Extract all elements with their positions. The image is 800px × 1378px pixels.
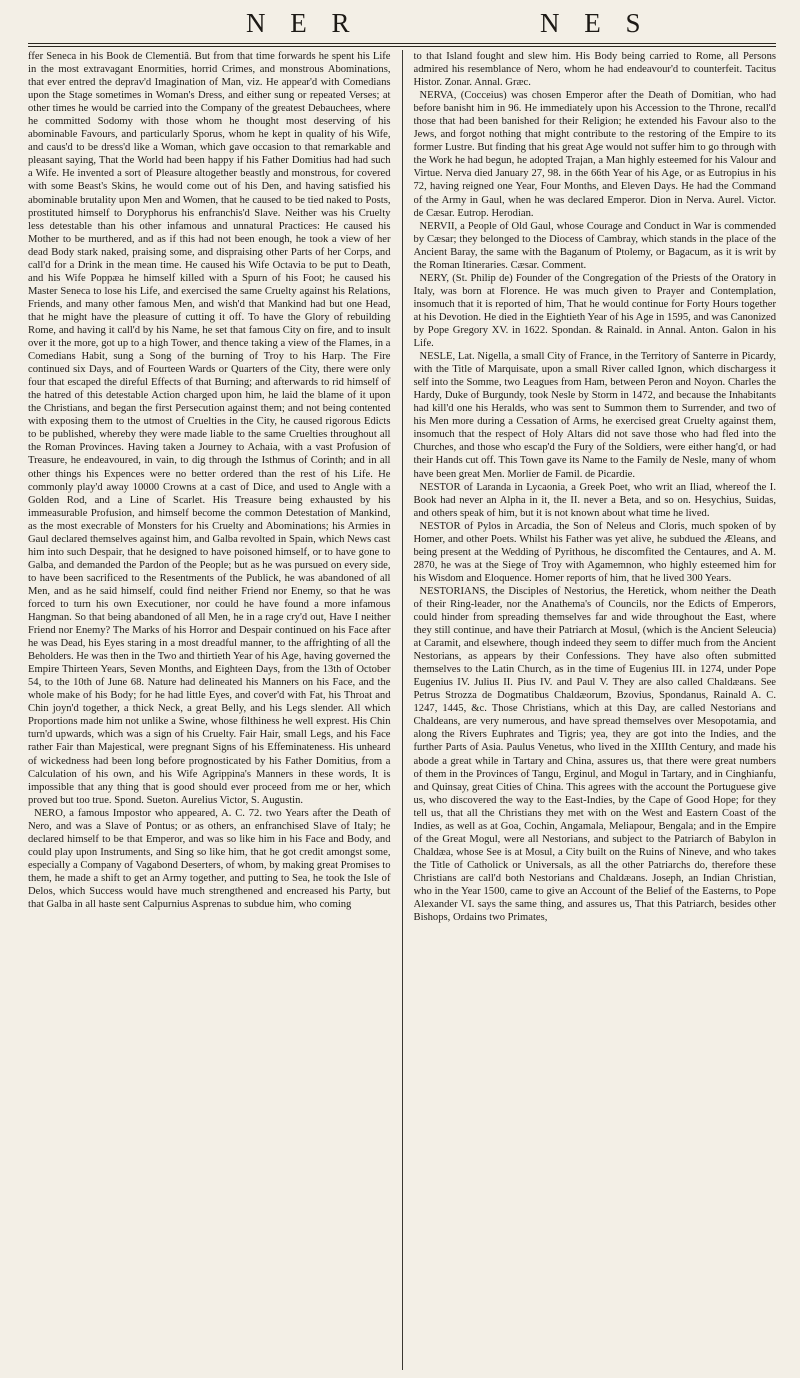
- header-rule: [28, 43, 776, 44]
- column-divider: [402, 50, 403, 1370]
- entry-nesle: NESLE, Lat. Nigella, a small City of France, in the Territory of Santerre in Picardy, with the Title of Marquisate, upon a small River called Ignon, which dischargess it self into the Somme, two Leagues from Ham, between Peron and Noyon. Charles the Hardy, Duke of Burgundy, took Nesle by Storm in 1472, and because the Inhabitants had kill'd one his Heralds, who was sent to Summon them to Surrender, and two of his Men more during a Cessation of Arms, he exercised great Cruelty against them, insomuch that the respect of Holy Altars did not save those who had fled into the Churches, and those who escap'd the Fury of the Soldiers, were either hang'd, or had their Hands cut off. This Town gave its Name to the Family de Nesle, many of whom have been great Men. Morlier de Famil. de Picardie.: [413, 351, 776, 480]
- entry-nestorians: NESTORIANS, the Disciples of Nestorius, the Heretick, whom neither the Death of their Ring-leader, nor the Anathema's of Councils, nor the Edicts of Emperors, could hinder from spreading themselves far and wide throughout the East, where they still continue, and have their Patriarch at Mosul, (which is the Ancient Seleucia) at Caramit, and elsewhere, though indeed they seem to differ much from the Ancient Nestorians, as appears by their Confessions. They have also often submitted themselves to the Latin Church, as in the time of Eugenius III. in 1274, under Pope Eugenius IV. Julius II. Pius IV. and Paul V. They are also called Chaldæans. See Petrus Strozza de Dogmatibus Chaldæorum, Bzovius, Spondanus, Rainald A. C. 1247, 1445, &c. Those Christians, which at this Day, are called Nestorians and Chaldeans, are very numerous, and have spread themselves over Mesopotamia, and along the Rivers Euphrates and Tigris; yea, they are got into the Indies, and the further Parts of Asia. Paulus Venetus, who lived in the XIIIth Century, and made his abode a great while in Tartary and China, assures us, that there were great numbers of them in the Provinces of Tangu, Erginul, and Mogul in Tartary, and in Cinghianfu, and Quinsay, great Cities of China. This agrees with the account the Portuguese give us, who discovered the way to the East-Indies, by the Cape of Good Hope; for they tell us, that all the Christians they met with on the West and Eastern Coast of the Indies, as well as at Goa, Cochin, Angamala, Meliapour, Bengala; and in the Empire of the Great Mogul, were all Nestorians, and subject to the Patriarch of Babylon in Chaldæa, whose See is at Mosul, a City built on the Ruins of Nineve, and who takes the Title of Catholick or Universals, as all the other Patriarchs do, therefore these Christians are call'd both Nestorians and Chaldæans. Joseph, an Indian Christian, who in the Year 1500, came to give an Account of the Belief of the Easterns, to Pope Alexander VI. says the same thing, and assures us, That this Patriarch, besides other Bishops, Ordains two Primates,: [413, 585, 776, 924]
- header-left-word: N E R: [246, 8, 359, 38]
- entry-nestor-pylos: NESTOR of Pylos in Arcadia, the Son of Neleus and Cloris, much spoken of by Homer, and other Poets. Whilst his Father was yet alive, he subdued the Æleans, and being present at the Wedding of Pyrithous, he discomfited the Centaures, and A. M. 2870, he was at the Siege of Troy with Agamemnon, who highly esteemed him for his Wisdom and Eloquence. Homer reports of him, that he lived 300 Years.: [413, 520, 776, 584]
- header-right-word: N E S: [540, 8, 650, 38]
- right-column: [414, 50, 777, 1370]
- entry-nero-impostor-end: to that Island fought and slew him. His Body being carried to Rome, all Persons admired his resemblance of Nero, whom he had endeavour'd to counterfeit. Tacitus Histor. Zonar. Annal. Græc.: [413, 51, 776, 89]
- entry-nerva: NERVA, (Cocceius) was chosen Emperor after the Death of Domitian, who had before banisht him in 96. He immediately upon his Accession to the Throne, recall'd those that had been banished for their Religion; he extended his Favour also to the Jews, and forgot nothing that might contribute to the restoring of the Empire to its former Lustre. But finding that his great Age would not suffer him to go through with the Work he had begun, he adopted Trajan, a Man highly esteemed for his Valour and Virtue. Nerva died January 27, 98. in the 66th Year of his Age, or as Eutropius in his 72, having reigned one Year, Four Months, and Eleven Days. He had the Command of the Army in Gaul, when he was declared Emperor. Dion in Nerva. Aurel. Victor. de Cæsar. Eutrop. Herodian.: [413, 90, 776, 219]
- entry-nero-impostor: NERO, a famous Impostor who appeared, A. C. 72. two Years after the Death of Nero, and was a Slave of Pontus; or as others, an enfranchised Slave of Italy; he declared himself to be that Emperor, and was so like him in his Face and Body, and could play upon Instruments, and Sing so like him, that he got credit amongst some, especially a Company of Vagabond Deserters, of whom, by making great Promises to them, he made a shift to get an Army together, and putting to Sea, he took the Isle of Delos, which Success would have much strengthened and encreased his Party, but that Galba in all haste sent Calpurnius Asprenas to subdue him, who coming: [28, 807, 391, 911]
- entry-nestor-laranda: NESTOR of Laranda in Lycaonia, a Greek Poet, who writ an Iliad, whereof the I. Book had never an Alpha in it, the II. never a Beta, and so on. Hesychius, Suidas, and others speak of him, but it is not known about what time he lived.: [413, 481, 776, 519]
- header-rule-double: [28, 46, 776, 47]
- entry-nero-continued: ffer Seneca in his Book de Clementiâ. But from that time forwards he spent his Life in the most extravagant Enormities, horrid Crimes, and monstrous Abominations, that ever entred the deprav'd Imagination of Man, viz. He appear'd with Comedians upon the Stage sometimes in Woman's Dress, and either sung or repeated Verses; at other times he would be carried into the Company of the greatest Debauchees, where he committed Sodomy with those whom he thought most deserving of his abominable Favours, and particularly Sporus, whom he kept in quality of his Wife, and caus'd to be dress'd like a Woman, which gave occasion to that remarkable and pleasant saying, That the World had been happy if his Father Domitius had had such a Wife. He invented a sort of Pleasure altogether beastly and monstrous, for covered with some Beast's Skins, he would come out of his Den, and having satisfied his abominable brutality upon Men and Women, that he caused to be tied naked to Posts, prostituted himself to Doryphorus his enfranchis'd Slave. Neither was his Cruelty less detestable than his other infamous and unnatural Practices: He caused his Mother to be murthered, and as if this had not been enough, he took a view of her dead Body stark naked, praising some, and dispraising other Parts of her Corps, and call'd for a Drink in the mean time. He caused his Wife Octavia to be put to Death, and his Wife Poppæa he himself killed with a Spurn of his Foot; he caused his Master Seneca to lose his Life, and exercised the same Cruelty against his Relations, Friends, and many other famous Men, and wish'd that Mankind had but one Head, that he might have the pleasure of cutting it off. To have the Glory of rebuilding Rome, and having it call'd by his Name, he set that famous City on fire, and to insult over it the more, got up to a high Tower, and thence taking a view of the Flames, in a Comedians Habit, sung a Song of the burning of Troy to his Harp. The Fire continued six Days, and of Fourteen Wards or Quarters of the City, there were only four that escaped the direful Effects of that Burning; and afterwards to rid himself of the hatred of this detestable Action charged upon him, he laid the blame of it upon the Christians, and began the first Persecution against them; and not being contented with exposing them to the utmost of Cruelties in the City, he caused rigorous Edicts to be published, whereby they were made liable to the same Cruelties throughout all the Roman Provinces. Having taken a Journey to Achaia, with a vast Profusion of Treasure, he endeavoured, in vain, to dig through the Isthmus of Corinth; and in all other things his Expences were no better ordered than the rest of his Life. He commonly play'd away 10000 Crowns at a cast of Dice, and used to Angle with a Golden Rod, and a Line of Scarlet. His Treasure being exhausted by his immeasurable Profusion, and himself become the common Detestation of Mankind, as the most execrable of Monsters for his Cruelty and Abominations; his Armies in Gaul declared themselves against him, and Galba revolted in Spain, which News cast him into such Despair, that he designed to have poisoned himself, or to have gone to Galba, and demanded the Pardon of the People; but as he was pursued on every side, to have been sacrificed to the Resentments of the Publick, he was abandoned of all Men, and as he said himself, could find neither Friend nor Enemy, so that he was forced to turn his own Executioner, nor could he have found a more infamous Hangman. So that being abandoned of all Men, he in a rage cry'd out, Have I neither Friend nor Enemy? The Marks of his Horror and Despair continued on his Face after he was Dead, his Eyes staring in a most dreadful manner, to the affrighting of all the Beholders. He was then in the Two and thirtieth Year of his Age, having governed the Empire Thirteen Years, Seven Months, and Eighteen Days, from the 13th of October 54, to the 10th of June 68. Nature had delineated his Manners on his Face, and the whole make of his Body; for he had little Eyes, and cover'd with Fat, his Throat and Chin joyn'd together, a thick Neck, a great Belly, and his Legs slender. All which Proportions made him not unlike a Swine, whose filthiness he well exprest. His Chin turn'd upwards, which was a sign of his Cruelty. Fair Hair, small Legs, and his Face rather Fair than Majestical, were pregnant Signs of his Effeminateness. His unheard of wickedness had been long before prognosticated by his Father Domitius, from a Calculation of his own, and his Wife Agrippina's Manners in these words, It is impossible that any thing that is good should ever proceed from me or her, which proved but too true. Spond. Sueton. Aurelius Victor, S. Augustin.: [28, 51, 391, 806]
- text-columns: [28, 50, 776, 1370]
- entry-nervii: NERVII, a People of Old Gaul, whose Courage and Conduct in War is commended by Cæsar; they belonged to the Diocess of Cambray, which stands in the place of the Ancient Baray, the same with the Baganum of Ptolemy, or Bagacum, as it is writ by the Roman Itineraries. Cæsar. Comment.: [413, 220, 776, 271]
- left-column: [28, 50, 391, 1370]
- running-header: [28, 0, 776, 48]
- entry-nery: NERY, (St. Philip de) Founder of the Congregation of the Priests of the Oratory in Italy, was born at Florence. He was much given to Prayer and Contemplation, insomuch that it is reported of him, That he would continue for Forty Hours together at his Devotion. He died in the Eightieth Year of his Age in 1595, and was Canonized by Pope Gregory XV. in 1622. Spondan. & Rainald. in Annal. Anton. Galon in his Life.: [413, 272, 776, 350]
